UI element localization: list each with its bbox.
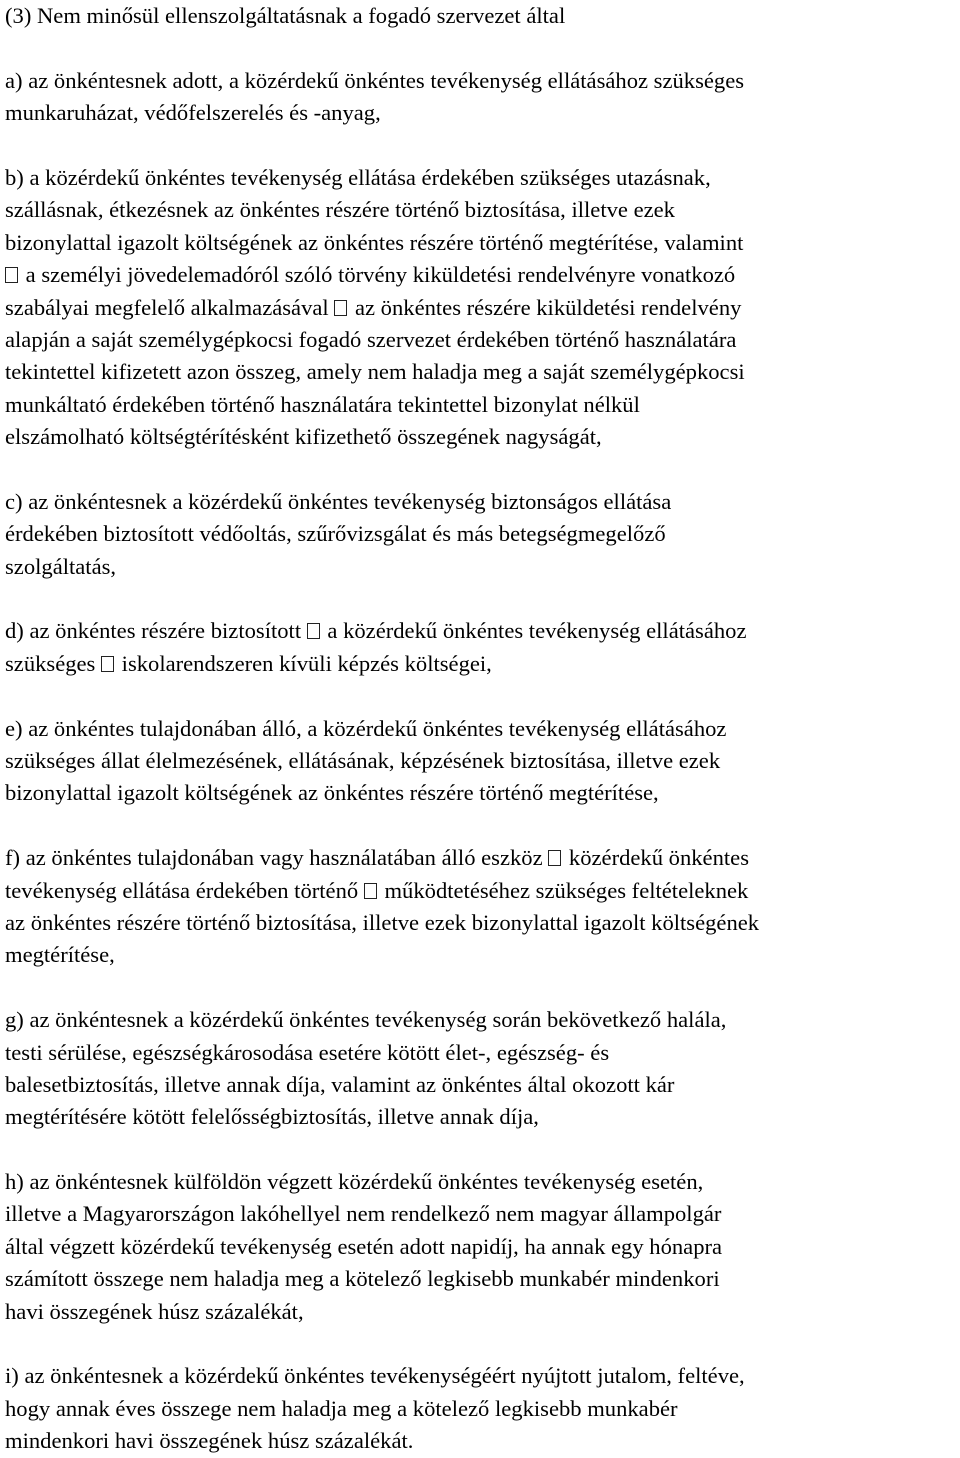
paragraph-h	[5, 1166, 956, 1328]
missing-glyph-icon	[334, 300, 347, 316]
paragraph-list	[5, 32, 956, 1457]
paragraph-f	[5, 842, 956, 972]
text-line: a személyi jövedelemadóról szóló törvény kiküldetési rendelvényre vonatkozó	[5, 259, 956, 291]
text-line: szabályai megfelelő alkalmazásával az önkéntes részére kiküldetési rendelvény	[5, 294, 742, 320]
text-line: szükséges állat élelmezésének, ellátásának, képzésének biztosítása, illetve ezek	[5, 747, 721, 773]
text-line: szolgáltatás,	[5, 553, 117, 579]
paragraph-a	[5, 65, 956, 130]
paragraph-d	[5, 615, 956, 680]
text-line: bizonylattal igazolt költségének az önkéntes részére történő megtérítése,	[5, 780, 659, 806]
paragraph-gap	[5, 583, 956, 615]
text-line: illetve a Magyarországon lakóhellyel nem rendelkező nem magyar állampolgár	[5, 1201, 722, 1227]
paragraph-gap	[5, 32, 956, 64]
text-line: e) az önkéntes tulajdonában álló, a közérdekű önkéntes tevékenység ellátásához	[5, 715, 727, 741]
text-line: h) az önkéntesnek külföldön végzett közérdekű önkéntes tevékenység esetén,	[5, 1169, 704, 1195]
paragraph-g	[5, 1004, 956, 1134]
text-line: munkaruházat, védőfelszerelés és -anyag,	[5, 100, 381, 126]
paragraph-b	[5, 162, 956, 454]
text-line: c) az önkéntesnek a közérdekű önkéntes tevékenység biztonságos ellátása	[5, 488, 672, 514]
text-line: mindenkori havi összegének húsz százalékát.	[5, 1428, 414, 1454]
text-line: elszámolható költségtérítésként kifizethető összegének nagyságát,	[5, 424, 602, 450]
text-line: a) az önkéntesnek adott, a közérdekű önkéntes tevékenység ellátásához szükséges	[5, 67, 745, 93]
text-line: d) az önkéntes részére biztosított a közérdekű önkéntes tevékenység ellátásához	[5, 618, 747, 644]
text-line: megtérítése,	[5, 942, 115, 968]
text-line: hogy annak éves összege nem haladja meg a kötelező legkisebb munkabér	[5, 1395, 678, 1421]
text-line: munkáltató érdekében történő használatára tekintettel bizonylat nélkül	[5, 391, 640, 417]
text-line: szállásnak, étkezésnek az önkéntes részére történő biztosítása, illetve ezek	[5, 197, 675, 223]
paragraph-c	[5, 486, 956, 583]
text-line: g) az önkéntesnek a közérdekű önkéntes tevékenység során bekövetkező halála,	[5, 1007, 727, 1033]
text-line: f) az önkéntes tulajdonában vagy használatában álló eszköz közérdekű önkéntes	[5, 845, 749, 871]
paragraph-i	[5, 1360, 956, 1457]
text-line: érdekében biztosított védőoltás, szűrővizsgálat és más betegségmegelőző	[5, 521, 666, 547]
text-line: b) a közérdekű önkéntes tevékenység ellátása érdekében szükséges utazásnak,	[5, 164, 711, 190]
section-heading: (3) Nem minősül ellenszolgáltatásnak a fogadó szervezet által	[5, 3, 566, 28]
text-line: tevékenység ellátása érdekében történő működtetéséhez szükséges feltételeknek	[5, 877, 749, 903]
text-line: alapján a saját személygépkocsi fogadó szervezet érdekében történő használatára	[5, 326, 737, 352]
text-line: az önkéntes részére történő biztosítása, illetve ezek bizonylattal igazolt költségének	[5, 909, 760, 935]
text-line: balesetbiztosítás, illetve annak díja, valamint az önkéntes által okozott kár	[5, 1071, 675, 1097]
text-line: számított összege nem haladja meg a kötelező legkisebb munkabér mindenkori	[5, 1266, 720, 1292]
text-line: havi összegének húsz százalékát,	[5, 1298, 304, 1324]
paragraph-gap	[5, 680, 956, 712]
missing-glyph-icon	[307, 623, 320, 639]
missing-glyph-icon	[548, 850, 561, 866]
missing-glyph-icon	[101, 656, 114, 672]
paragraph-gap	[5, 130, 956, 162]
text-line: i) az önkéntesnek a közérdekű önkéntes tevékenységéért nyújtott jutalom, feltéve,	[5, 1363, 745, 1389]
paragraph-e	[5, 713, 956, 810]
text-line: tekintettel kifizetett azon összeg, amely nem haladja meg a saját személygépkocsi	[5, 359, 745, 385]
paragraph-gap	[5, 972, 956, 1004]
text-line: által végzett közérdekű tevékenység esetén adott napidíj, ha annak egy hónapra	[5, 1233, 723, 1259]
text-line: bizonylattal igazolt költségének az önkéntes részére történő megtérítése, valamint	[5, 229, 744, 255]
missing-glyph-icon	[5, 267, 18, 283]
paragraph-gap	[5, 453, 956, 485]
paragraph-gap	[5, 810, 956, 842]
text-line: szükséges iskolarendszeren kívüli képzés költségei,	[5, 650, 492, 676]
paragraph-gap	[5, 1134, 956, 1166]
text-line: testi sérülése, egészségkárosodása esetére kötött élet-, egészség- és	[5, 1039, 610, 1065]
text-line: megtérítésére kötött felelősségbiztosítás, illetve annak díja,	[5, 1104, 539, 1130]
paragraph-gap	[5, 1328, 956, 1360]
missing-glyph-icon	[364, 883, 377, 899]
